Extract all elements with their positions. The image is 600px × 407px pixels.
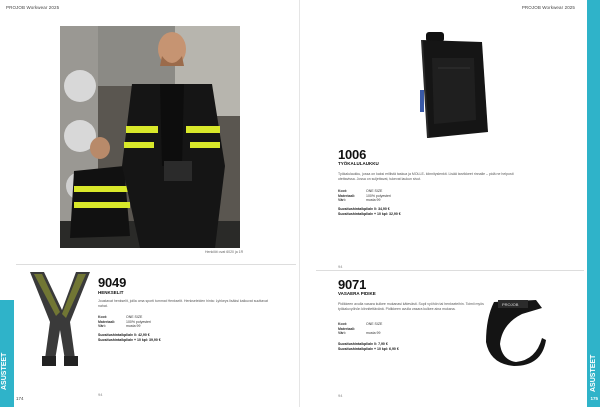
spec-value: 100% polyesteri bbox=[126, 319, 151, 324]
product-name: TYÖKALULAUKKU bbox=[338, 161, 379, 166]
price-line: Suositushinta/kpl/alv + 10 kpl: 39,90 € bbox=[98, 337, 161, 342]
spec-value: ONE SIZE bbox=[366, 322, 383, 326]
spec-key: Koot: bbox=[98, 315, 108, 319]
product-name: HENKSELIT bbox=[98, 290, 124, 295]
spec-value: musta 99 bbox=[126, 324, 141, 329]
product-code: 9071 bbox=[338, 277, 367, 292]
section-tab bbox=[587, 0, 600, 407]
section-tab bbox=[0, 300, 14, 407]
price-line: Suositushinta/kpl/alv + 10 kpl: 32,90 € bbox=[338, 211, 401, 216]
divider bbox=[316, 270, 584, 271]
spec-key: Materiaali: bbox=[338, 326, 356, 331]
product-code: 1006 bbox=[338, 147, 367, 162]
spec-value: musta 99 bbox=[366, 198, 381, 203]
spec-key: Koot: bbox=[338, 322, 348, 326]
svg-text:PROJOB: PROJOB bbox=[502, 302, 519, 307]
product-description: Pidikkeen avulla vasara kulkee mukanasi kätevästi. Sopii vyöhön tai henkseleihin. Toimii myös työkaluvyöhön kiinnitettävänä. Pidikkeen avulla vasara kulkee aina mukana. bbox=[338, 302, 484, 311]
product-specs bbox=[98, 315, 151, 329]
certification-icon: 94 bbox=[338, 393, 343, 398]
certification-icon: 94 bbox=[338, 264, 343, 269]
product-price bbox=[338, 207, 401, 216]
spec-value: ONE SIZE bbox=[126, 315, 143, 319]
page-header: PROJOB Workwear 2025 bbox=[521, 5, 575, 10]
right-page bbox=[300, 0, 600, 407]
product-description: Työkalulaukku, jossa on kaksi erillistä taskua ja MOLLE- kiinnityslenkit. Lisää tarvikkeet rinnalle – pidä ne helposti otettavissa. Jossa on suljettavat, tukevat laukun sivut. bbox=[338, 172, 514, 181]
product-specs bbox=[338, 322, 382, 336]
spec-value: musta 99 bbox=[366, 331, 381, 336]
photo-caption: Henkilöt ovat 6020 ja 1R bbox=[205, 250, 244, 254]
page-header: PROJOB Workwear 2025 bbox=[6, 5, 60, 10]
spec-value: ONE SIZE bbox=[366, 189, 383, 193]
product-price bbox=[98, 333, 161, 342]
price-line: Suositushinta/kpl/alv + 10 kpl: 6,90 € bbox=[338, 346, 399, 351]
certification-icon: 94 bbox=[98, 392, 103, 397]
page-number: 175 bbox=[590, 396, 598, 401]
spec-key: Koot: bbox=[338, 189, 348, 193]
product-price bbox=[338, 342, 399, 351]
worker-photo bbox=[60, 26, 240, 248]
product-name: VASAERA PIDIKE bbox=[338, 291, 376, 296]
price-line: Suositushinta/kpl/alv 0: 42,90 € bbox=[98, 333, 150, 337]
section-tab-label: ASUSTEET bbox=[590, 354, 597, 392]
price-line: Suositushinta/kpl/alv 0: 7,90 € bbox=[338, 342, 388, 346]
page-number: 174 bbox=[16, 396, 24, 401]
divider bbox=[16, 264, 296, 265]
spec-key: Materiaali: bbox=[98, 319, 116, 324]
product-description: Joustavat henkselit, joilla oma sporti tummat Henkselit. Henkseleiden hinta: Lyhkeys lisäksi kaikuvat suuttavat nahat. bbox=[98, 299, 268, 308]
product-code: 9049 bbox=[98, 275, 127, 290]
spec-key: Väri: bbox=[338, 198, 346, 203]
spec-key: Väri: bbox=[98, 324, 106, 329]
hammer-holder-image bbox=[476, 294, 550, 368]
price-line: Suositushinta/kpl/alv 0: 34,90 € bbox=[338, 207, 390, 211]
spec-key: Väri: bbox=[338, 331, 346, 336]
section-tab-label: ASUSTEET bbox=[1, 352, 8, 390]
spec-value: 100% polyesteri bbox=[366, 193, 391, 198]
spec-key: Materiaali: bbox=[338, 193, 356, 198]
suspenders-image bbox=[26, 270, 94, 370]
tool-bag-image bbox=[418, 28, 490, 140]
product-specs bbox=[338, 189, 391, 203]
